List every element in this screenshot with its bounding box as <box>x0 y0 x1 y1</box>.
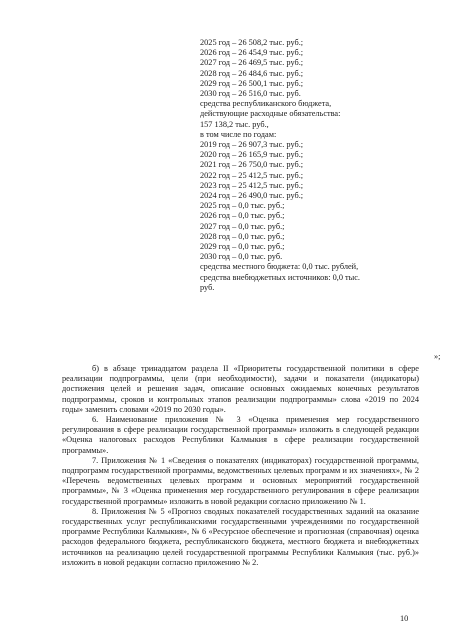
funding-line: 2020 год – 26 165,9 тыс. руб.; <box>200 150 304 160</box>
paragraph: 8. Приложения № 5 «Прогноз сводных показателей государственных заданий на оказание государственных услуг республиканскими государственными учреждениями по государственной программе Республики Калмыкия», № 6 «Ресурсное обеспечение и прогнозная (справочная) оценка расходов федерального бюджета, республиканского бюджета, местного бюджета и внебюджетных источников на реализацию целей государственной программы Республики Калмыкия (тыс. руб.)» изложить в новой редакции согласно приложению № 2. <box>62 506 419 567</box>
funding-line: руб. <box>200 282 215 292</box>
amendment-text <box>62 364 419 568</box>
funding-line: средства внебюджетных источников: 0,0 тыс. <box>200 272 361 282</box>
funding-line: 157 138,2 тыс. руб., <box>200 119 269 129</box>
funding-line: 2030 год – 26 516,0 тыс. руб. <box>200 89 301 99</box>
funding-line: 2029 год – 0,0 тыс. руб.; <box>200 242 285 252</box>
funding-line: 2026 год – 0,0 тыс. руб.; <box>200 211 285 221</box>
funding-line: средства республиканского бюджета, <box>200 99 332 109</box>
funding-line: 2027 год – 0,0 тыс. руб.; <box>200 221 285 231</box>
funding-line: 2024 год – 26 490,0 тыс. руб.; <box>200 191 304 201</box>
funding-line: средства местного бюджета: 0,0 тыс. рублей, <box>200 262 359 272</box>
funding-line: 2029 год – 26 500,1 тыс. руб.; <box>200 78 304 88</box>
funding-line: 2019 год – 26 907,3 тыс. руб.; <box>200 140 304 150</box>
paragraph: 6. Наименование приложения № 3 «Оценка применения мер государственного регулирования в сфере реализации государственной программы» изложить в следующей редакции «Оценка налоговых расходов Республики Калмыкия в сфере реализации государственной программы». <box>62 415 419 455</box>
funding-line: 2025 год – 0,0 тыс. руб.; <box>200 201 285 211</box>
funding-line: 2023 год – 25 412,5 тыс. руб.; <box>200 180 304 190</box>
page-number: 10 <box>400 614 409 623</box>
paragraph: б) в абзаце тринадцатом раздела II «Приоритеты государственной политики в сфере реализации подпрограммы, цели (при необходимости), задачи и показатели (индикаторы) достижения целей и решения задач, описание основных ожидаемых конечных результатов подпрограммы, сроков и контрольных этапов реализации подпрограммы» слова «2019 по 2024 годы» заменить словами «2019 по 2030 годы». <box>62 364 419 414</box>
funding-line: 2025 год – 26 508,2 тыс. руб.; <box>200 38 304 47</box>
funding-line: 2022 год – 25 412,5 тыс. руб.; <box>200 170 304 180</box>
funding-line: 2030 год – 0,0 тыс. руб. <box>200 252 283 262</box>
funding-line: в том числе по годам: <box>200 129 277 139</box>
funding-line: 2028 год – 26 484,6 тыс. руб.; <box>200 68 304 78</box>
paragraph: 7. Приложения № 1 «Сведения о показателях (индикаторах) государственной программы, подпрограмм государственной программы, ведомственных целевых программ и их значениях», № 2 «Перечень ведомственных целевых программ и основных мероприятий государственной программы», № 3 «Оценка применения мер государственного регулирования в сфере реализации государственной программы» изложить в новой редакции согласно приложению № 1. <box>62 455 419 506</box>
funding-line: 2026 год – 26 454,9 тыс. руб.; <box>200 48 304 58</box>
funding-line: 2027 год – 26 469,5 тыс. руб.; <box>200 58 304 68</box>
funding-line: 2028 год – 0,0 тыс. руб.; <box>200 231 285 241</box>
closing-quote: »; <box>434 352 441 361</box>
funding-line: действующие расходные обязательства: <box>200 109 341 119</box>
funding-line: 2021 год – 26 750,0 тыс. руб.; <box>200 160 304 170</box>
funding-by-year-block <box>200 38 410 293</box>
